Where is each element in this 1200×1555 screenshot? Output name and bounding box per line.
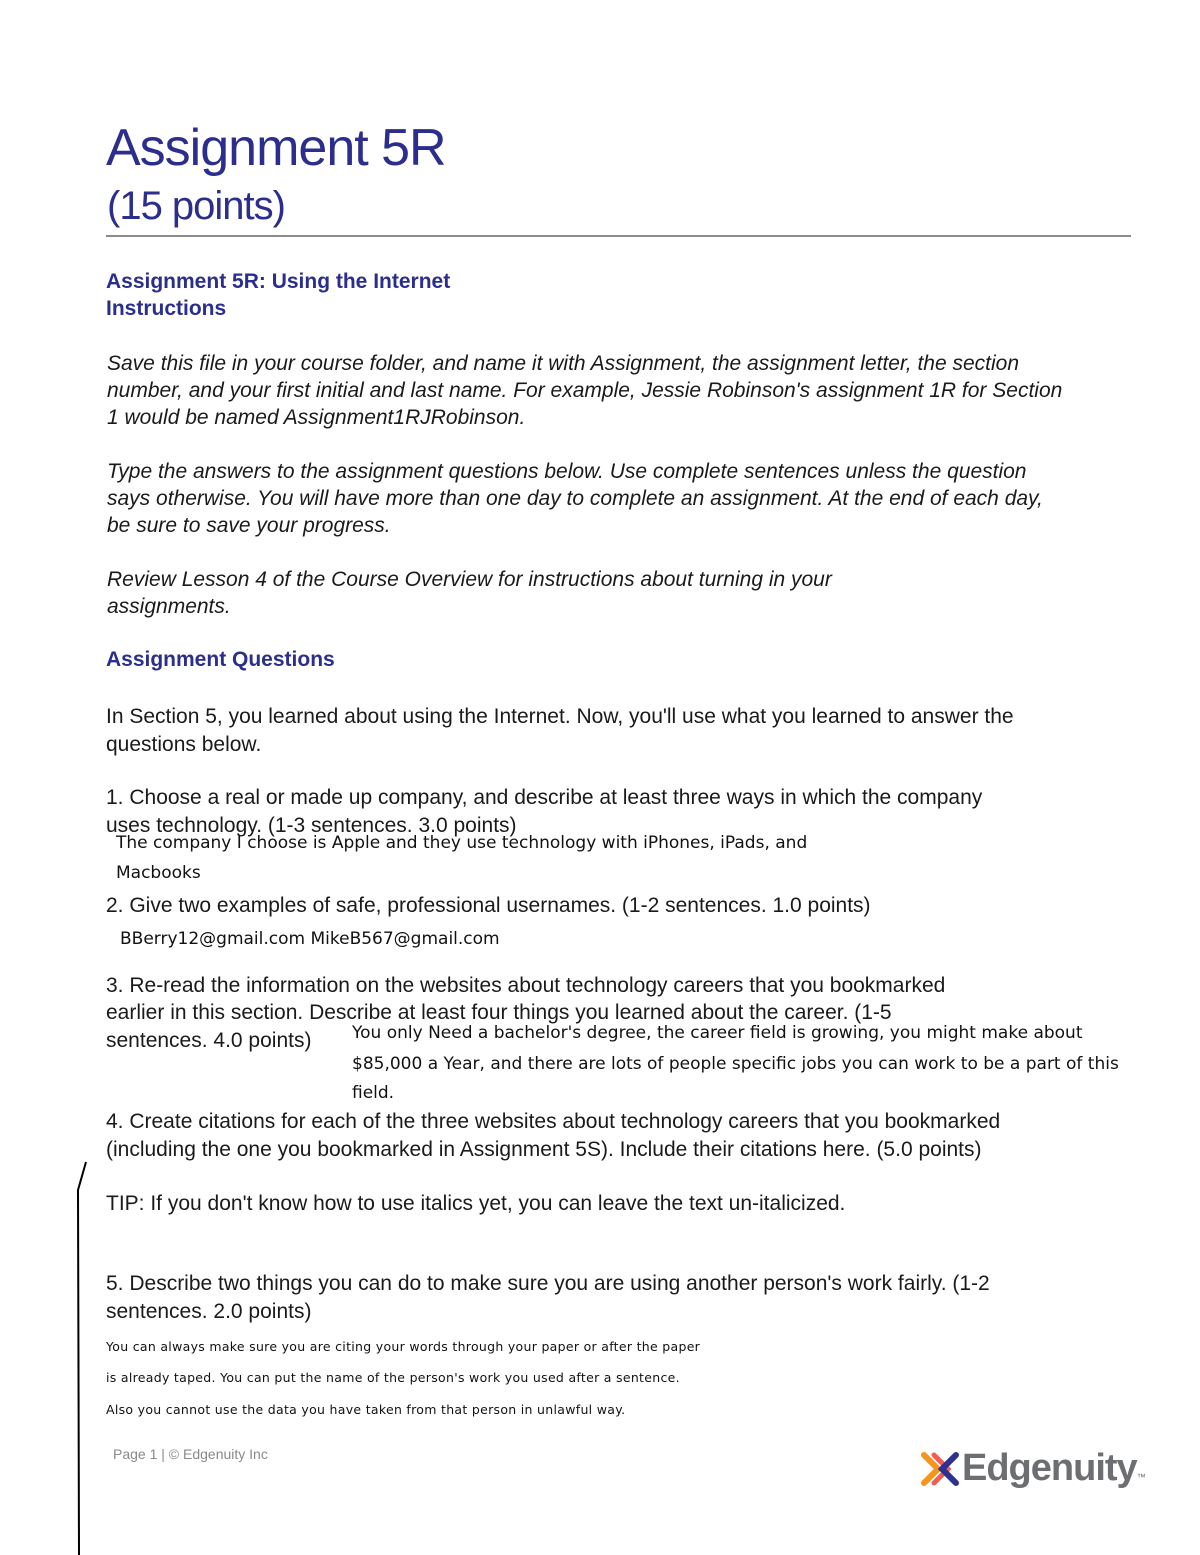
title-divider [106, 235, 1131, 237]
question-5: 5. Describe two things you can do to make sure you are using another person's work fairly. (1-2 sentences. 2.0 points) [106, 1272, 990, 1323]
question-3-line-3: sentences. 4.0 points) [106, 1029, 312, 1052]
questions-intro: In Section 5, you learned about using the Internet. Now, you'll use what you learned to answer the questions below. [106, 705, 1014, 756]
question-4: 4. Create citations for each of the three websites about technology careers that you bookmarked (including the one you bookmarked in Assignment 5S). Include their citations here. (5.0 points) [106, 1110, 1001, 1161]
tip-text: TIP: If you don't know how to use italics yet, you can leave the text un-italicized. [106, 1192, 846, 1215]
question-3-line-1: 3. Re-read the information on the websites about technology careers that you bookmarked [106, 974, 946, 997]
question-3-line-2: earlier in this section. Describe at least four things you learned about the career. (1-5 [106, 1001, 892, 1024]
margin-line-mark [72, 1160, 92, 1555]
answer-2: BBerry12@gmail.com MikeB567@gmail.com [120, 929, 500, 949]
document-subtitle: (15 points) [107, 184, 285, 228]
section-heading: Assignment 5R: Using the Internet [106, 270, 451, 293]
logo-trademark: ™ [1136, 1472, 1146, 1482]
instructions-paragraph-1: Save this file in your course folder, and name it with Assignment, the assignment letter, the section number, and your first initial and last name. For example, Jessie Robinson's assignment 1R for Section 1 would be named Assignment1RJRobinson. [107, 352, 1063, 429]
question-1: 1. Choose a real or made up company, and describe at least three ways in which the company uses technology. (1-3 sentences. 3.0 points) [106, 786, 983, 837]
answer-3-line-1: You only Need a bachelor's degree, the career field is growing, you might make about [352, 1023, 1083, 1043]
logo-wordmark: Edgenuity [962, 1447, 1137, 1489]
answer-5-line-3: Also you cannot use the data you have taken from that person in unlawful way. [106, 1402, 626, 1417]
answer-3-line-2: $85,000 a Year, and there are lots of people specific jobs you can work to be a part of this [352, 1054, 1119, 1074]
edgenuity-x-icon [920, 1449, 960, 1489]
answer-1-line-1: The company I choose is Apple and they use technology with iPhones, iPads, and [116, 833, 808, 853]
document-title: Assignment 5R [106, 119, 446, 177]
answer-1-line-2: Macbooks [116, 863, 201, 883]
answer-5-line-2: is already taped. You can put the name of the person's work you used after a sentence. [106, 1370, 680, 1385]
page-footer: Page 1 | © Edgenuity Inc [113, 1446, 268, 1462]
answer-3-line-3: field. [352, 1083, 395, 1103]
question-2: 2. Give two examples of safe, professional usernames. (1-2 sentences. 1.0 points) [106, 894, 871, 917]
edgenuity-logo [920, 1447, 1146, 1490]
instructions-paragraph-3: Review Lesson 4 of the Course Overview for instructions about turning in your assignments. [107, 568, 832, 618]
answer-5-line-1: You can always make sure you are citing your words through your paper or after the paper [106, 1339, 701, 1354]
questions-heading: Assignment Questions [106, 648, 335, 671]
instructions-heading: Instructions [106, 297, 227, 320]
instructions-paragraph-2: Type the answers to the assignment questions below. Use complete sentences unless the question says otherwise. You will have more than one day to complete an assignment. At the end of each day, be sure to save your progress. [107, 460, 1043, 537]
